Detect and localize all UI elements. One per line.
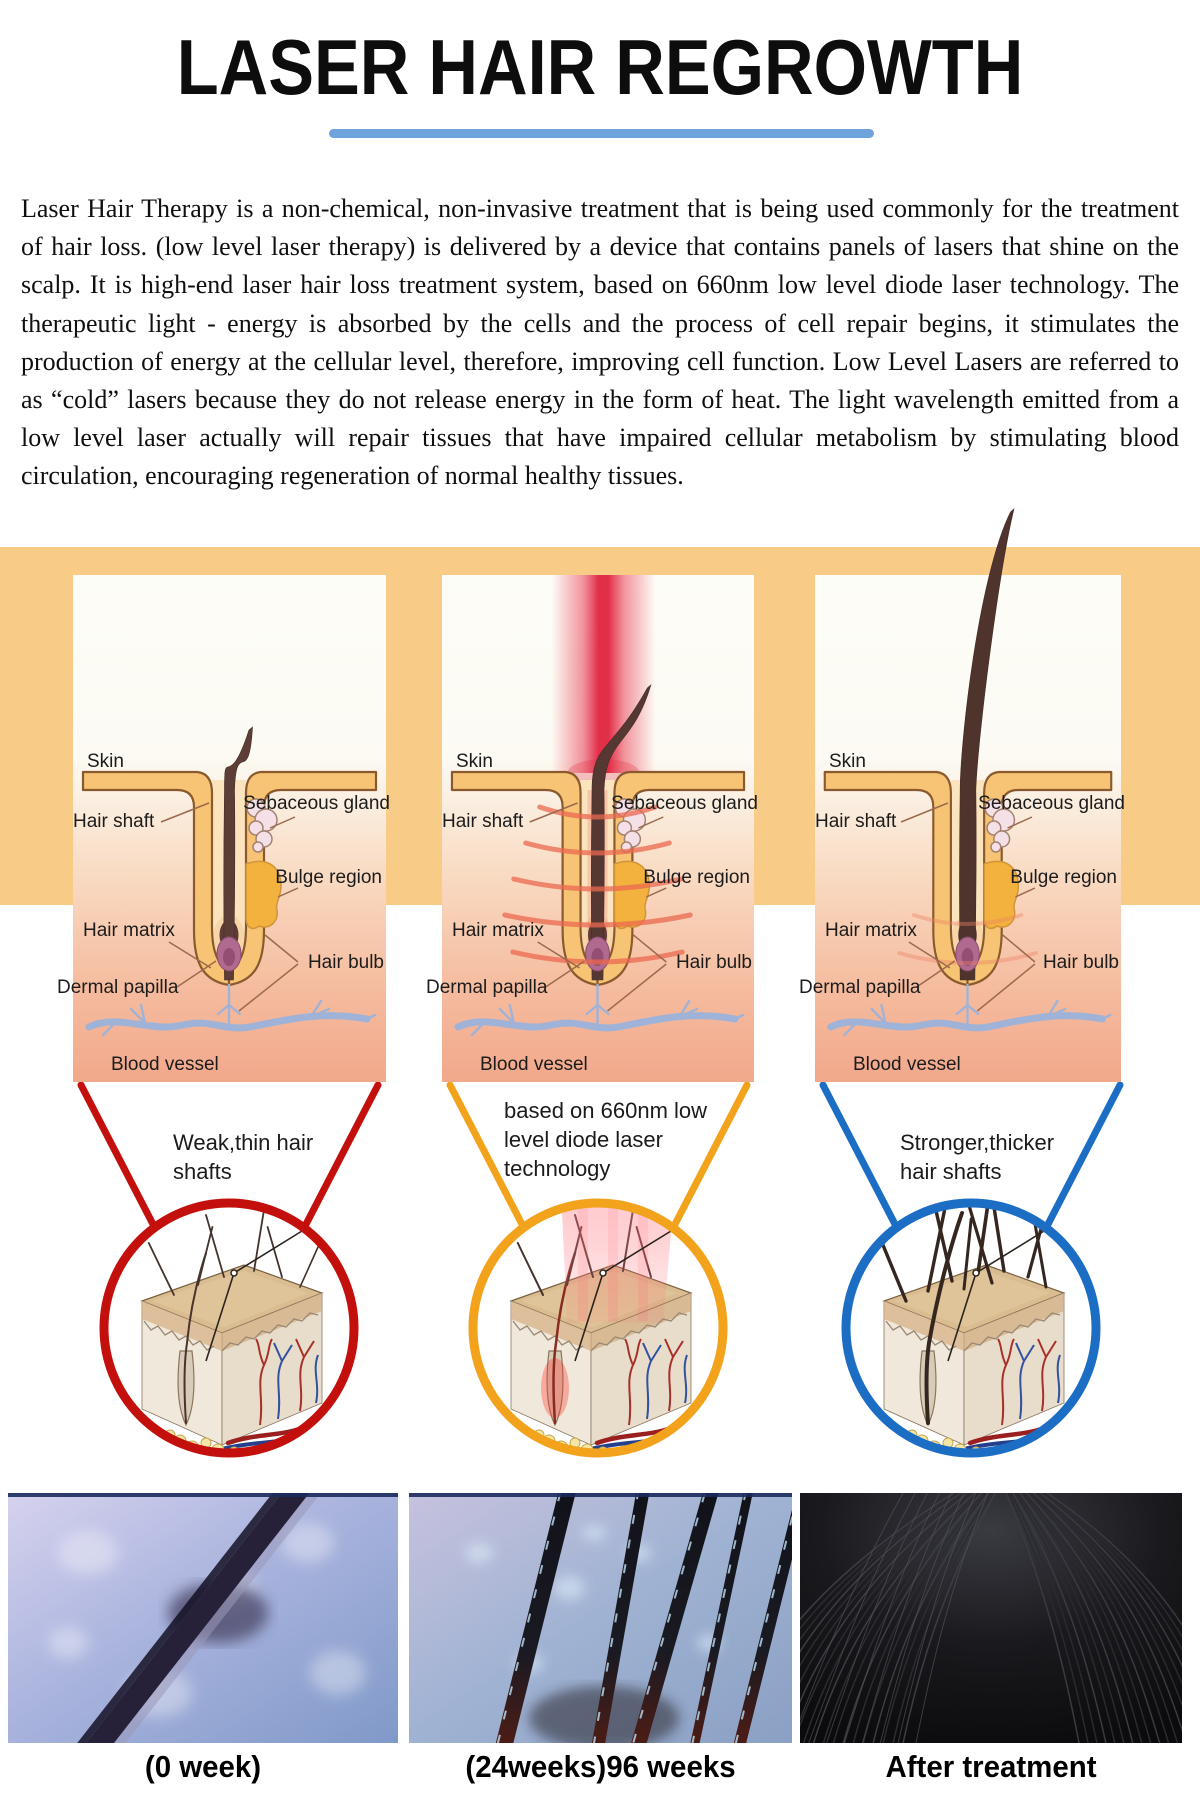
laser-beam-overlay xyxy=(561,1193,675,1323)
label-bulge-region: Bulge region xyxy=(275,867,382,888)
label-blood-vessel: Blood vessel xyxy=(853,1054,961,1075)
zoom-circle-before xyxy=(94,1193,364,1463)
zoom-circle-after xyxy=(836,1193,1106,1463)
label-skin: Skin xyxy=(87,751,124,772)
label-blood-vessel: Blood vessel xyxy=(480,1054,588,1075)
zoom-circle-holder xyxy=(836,1193,1106,1463)
follicle-diagram-panel-after xyxy=(799,575,1125,1082)
follicle-diagram-panel-laser xyxy=(426,575,758,1082)
label-hair-matrix: Hair matrix xyxy=(825,920,917,941)
label-sebaceous-gland: Sebaceous gland xyxy=(243,793,390,814)
callout-laser xyxy=(442,1082,755,1470)
laser-beam xyxy=(552,575,656,773)
title-underline xyxy=(329,129,874,138)
label-sebaceous-gland: Sebaceous gland xyxy=(611,793,758,814)
photo-caption: (0 week) xyxy=(144,1749,262,1784)
label-hair-bulb: Hair bulb xyxy=(675,952,752,973)
callout-caption: Stronger,thicker hair shafts xyxy=(900,1130,1055,1184)
zoom-circle-holder xyxy=(463,1193,733,1463)
label-skin: Skin xyxy=(829,751,866,772)
photo-after-treatment xyxy=(800,1493,1182,1743)
intro-paragraph: Laser Hair Therapy is a non-chemical, non-invasive treatment that is being used commonly for the treatment of hair loss. (low level laser therapy) is delivered by a device that contains panels of lasers that shine on the scalp. It is high-end laser hair loss treatment system, based on 660nm low level diode laser technology. The therapeutic light - energy is absorbed by the cells and the process of cell repair begins, it stimulates the production of energy at the cellular level, therefore, improving cell function. Low Level Lasers are referred to as “cold” lasers because they do not release energy in the form of heat. The light wavelength emitted from a low level laser actually will repair tissues that have impaired cellular metabolism by stimulating blood circulation, encouraging regeneration of normal healthy tissues. xyxy=(21,194,1179,491)
photo-caption: After treatment xyxy=(885,1749,1097,1784)
label-hair-matrix: Hair matrix xyxy=(452,920,544,941)
label-bulge-region: Bulge region xyxy=(643,867,750,888)
label-hair-bulb: Hair bulb xyxy=(307,952,384,973)
label-dermal-papilla: Dermal papilla xyxy=(57,977,179,998)
microscope-photo-24weeks xyxy=(409,1493,792,1743)
label-hair-shaft: Hair shaft xyxy=(73,811,155,832)
callout-caption: Weak,thin hair shafts xyxy=(173,1130,314,1184)
label-bulge-region: Bulge region xyxy=(1010,867,1117,888)
zoom-circle-laser xyxy=(463,1193,733,1463)
label-hair-matrix: Hair matrix xyxy=(83,920,175,941)
callout-after xyxy=(815,1082,1128,1470)
page-title: LASER HAIR REGROWTH xyxy=(176,23,1024,111)
label-dermal-papilla: Dermal papilla xyxy=(426,977,548,998)
photo-caption: (24weeks)96 weeks xyxy=(465,1749,736,1784)
label-hair-bulb: Hair bulb xyxy=(1042,952,1119,973)
label-blood-vessel: Blood vessel xyxy=(111,1054,219,1075)
callout-before xyxy=(73,1082,386,1470)
zoom-circle-holder xyxy=(94,1193,364,1463)
callout-caption: based on 660nm low level diode laser technology xyxy=(504,1098,708,1181)
label-dermal-papilla: Dermal papilla xyxy=(799,977,921,998)
follicle-diagram-panel-before xyxy=(57,575,390,1082)
photo-24weeks-microscope xyxy=(409,1493,792,1743)
photo-baseline-0-week xyxy=(8,1493,398,1743)
label-skin: Skin xyxy=(456,751,493,772)
label-hair-shaft: Hair shaft xyxy=(442,811,524,832)
label-sebaceous-gland: Sebaceous gland xyxy=(978,793,1125,814)
photo-after-treatment-hair xyxy=(800,1493,1182,1743)
microscope-photo-baseline xyxy=(8,1493,398,1743)
label-hair-shaft: Hair shaft xyxy=(815,811,897,832)
